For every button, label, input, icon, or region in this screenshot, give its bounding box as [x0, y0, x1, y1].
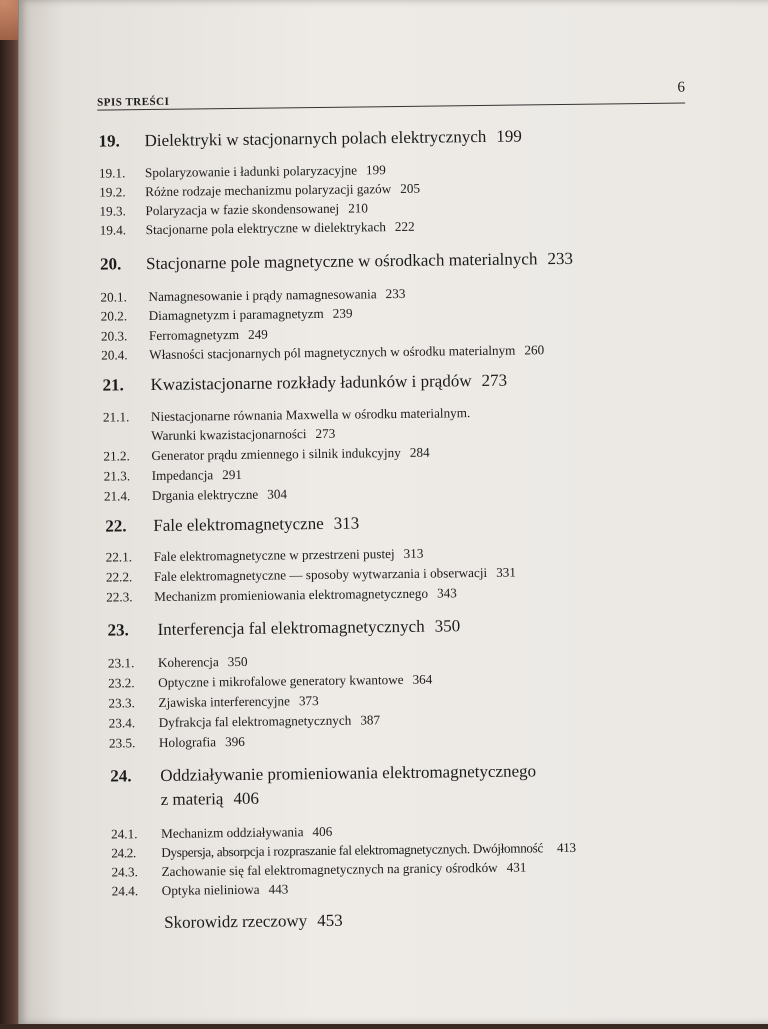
chapter-number: 20. — [99, 254, 122, 274]
chapter-title: Stacjonarne pole magnetyczne w ośrodkach materialnych — [145, 249, 538, 274]
section-page: 406 — [312, 823, 333, 840]
section-title: Optyczne i mikrofalowe generatory kwantowe — [158, 671, 404, 690]
section-page: 284 — [409, 444, 430, 460]
section-page: 239 — [332, 305, 353, 321]
chapter-page: 406 — [233, 788, 260, 809]
section-page: 249 — [247, 326, 268, 342]
section-number: 23.2. — [108, 675, 135, 691]
section-page: 199 — [365, 162, 386, 178]
section-page: 304 — [267, 486, 288, 502]
section-title: Fale elektromagnetyczne w przestrzeni pustej — [153, 546, 395, 565]
section-number: 24.1. — [110, 826, 138, 842]
chapter-title-line2: z materią — [160, 789, 224, 809]
index-title: Skorowidz rzeczowy — [164, 911, 308, 932]
section-number: 19.4. — [99, 222, 127, 238]
section-number: 24.4. — [111, 883, 139, 899]
section-page: 233 — [385, 285, 406, 302]
chapter-title: Dielektryki w stacjonarnych polach elektrycznych — [144, 126, 487, 151]
section-number: 20.2. — [100, 308, 128, 324]
chapter-title: Fale elektromagnetyczne — [153, 513, 324, 536]
section-title-line2: Warunki kwazistacjonarności — [151, 426, 307, 444]
section-page: 387 — [360, 712, 381, 728]
section-page: 431 — [506, 859, 527, 875]
section-number: 19.1. — [98, 165, 126, 181]
section-title: Własności stacjonarnych pól magnetycznych w ośrodku materialnym — [149, 342, 516, 363]
section-page: 364 — [412, 671, 433, 687]
section-title: Różne rodzaje mechanizmu polaryzacji gazów — [145, 181, 392, 200]
section-title: Zjawiska interferencyjne — [158, 693, 290, 710]
section-number: 23.3. — [108, 695, 135, 711]
section-number: 21.3. — [103, 468, 131, 484]
section-page: 260 — [524, 342, 545, 358]
section-page: 373 — [298, 693, 319, 709]
section-number: 23.1. — [107, 655, 135, 671]
section-page: 291 — [222, 466, 243, 483]
section-title: Polaryzacja w fazie skondensowanej — [145, 200, 340, 219]
section-number: 22.1. — [105, 549, 133, 565]
section-number: 24.2. — [111, 845, 137, 861]
chapter-page: 233 — [547, 248, 574, 269]
chapter-title: Oddziaływanie promieniowania elektromagnetycznego — [160, 761, 537, 785]
section-title: Zachowanie się fal elektromagnetycznych na granicy ośrodków — [161, 859, 498, 879]
section-number: 21.2. — [103, 448, 130, 464]
section-title: Holografia — [158, 734, 217, 750]
section-number: 22.3. — [106, 589, 133, 605]
section-title: Generator prądu zmiennego i silnik indukcyjny — [151, 444, 401, 464]
section-title: Dyfrakcja fal elektromagnetycznych — [158, 712, 352, 730]
section-page: 210 — [348, 200, 369, 216]
section-number: 19.2. — [99, 184, 126, 200]
chapter-page: 273 — [481, 370, 508, 390]
section-title: Fale elektromagnetyczne — sposoby wytwarzania i obserwacji — [153, 564, 488, 585]
section-page: 313 — [403, 545, 424, 561]
section-page: 205 — [400, 180, 421, 196]
chapter-page: 313 — [333, 513, 360, 533]
section-page: 331 — [496, 564, 517, 580]
section-title: Diamagnetyzm i paramagnetyzm — [148, 305, 324, 324]
section-title: Stacjonarne pola elektryczne w dielektrykach — [145, 219, 386, 238]
page-number: 6 — [677, 79, 686, 96]
section-title: Dyspersja, absorpcja i rozpraszanie fal elektromagnetycznych. Dwójłomność — [161, 840, 544, 860]
chapter-page: 350 — [434, 616, 461, 636]
section-title: Impedancja — [151, 467, 214, 484]
section-title: Niestacjonarne równania Maxwella w ośrodku materialnym. — [150, 405, 471, 425]
section-number: 19.3. — [99, 203, 126, 219]
section-title: Koherencja — [157, 654, 219, 670]
section-page: 413 — [556, 839, 576, 856]
section-title: Namagnesowanie i prądy namagnesowania — [148, 286, 377, 305]
section-title: Spolaryzowanie i ładunki polaryzacyjne — [144, 162, 358, 181]
section-title: Mechanizm promieniowania elektromagnetycznego — [154, 585, 429, 605]
section-number: 20.3. — [100, 328, 128, 344]
section-page: 343 — [436, 585, 457, 601]
section-number: 20.1. — [100, 289, 127, 305]
chapter-title: Kwazistacjonarne rozkłady ładunków i prądów — [150, 371, 472, 395]
section-page: 443 — [268, 881, 289, 897]
running-header-title: SPIS TREŚCI — [97, 95, 170, 109]
chapter-page: 199 — [496, 126, 522, 146]
section-number: 21.4. — [103, 488, 131, 504]
section-number: 20.4. — [101, 347, 128, 363]
section-number: 24.3. — [111, 864, 138, 880]
section-page: 350 — [227, 653, 248, 670]
section-page: 222 — [394, 218, 415, 235]
section-title: Drgania elektryczne — [151, 486, 259, 504]
section-title: Optyka nieliniowa — [161, 881, 260, 898]
chapter-number: 21. — [102, 375, 124, 395]
section-page: 396 — [224, 733, 245, 750]
index-page: 453 — [317, 910, 343, 931]
chapter-number: 19. — [98, 131, 120, 151]
section-title: Ferromagnetyzm — [148, 326, 240, 344]
chapter-number: 22. — [105, 516, 127, 536]
chapter-number: 24. — [110, 766, 132, 786]
chapter-number: 23. — [107, 620, 129, 640]
section-number: 21.1. — [102, 409, 130, 425]
section-page: 273 — [315, 425, 336, 442]
section-number: 23.4. — [108, 715, 136, 731]
chapter-title: Interferencja fal elektromagnetycznych — [157, 616, 425, 639]
section-number: 23.5. — [108, 735, 136, 751]
section-number: 22.2. — [105, 569, 133, 585]
section-title: Mechanizm oddziaływania — [160, 824, 304, 841]
